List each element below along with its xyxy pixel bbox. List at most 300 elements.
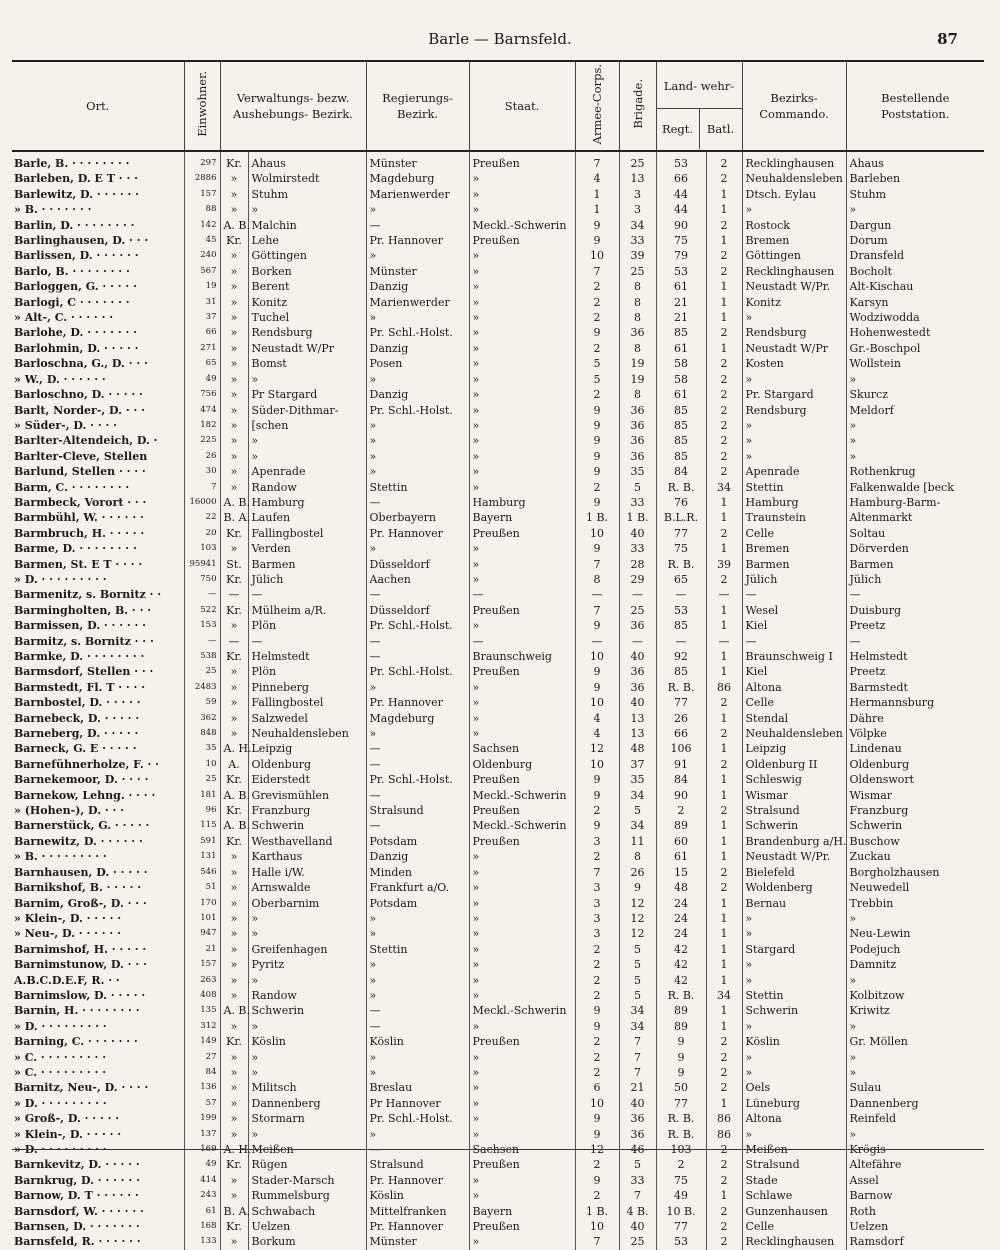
cell-verwaltung-bezirk: » bbox=[248, 1127, 366, 1142]
table-row bbox=[12, 387, 984, 402]
cell-einwohner: 45 bbox=[184, 233, 220, 248]
cell-poststation: Lindenau bbox=[846, 741, 984, 756]
cell-staat: » bbox=[469, 449, 575, 464]
cell-regierung: » bbox=[366, 926, 469, 941]
cell-bezirks-commando: Stade bbox=[742, 1173, 846, 1188]
cell-verwaltung-bezirk: Neustadt W/Pr bbox=[248, 341, 366, 356]
cell-regt: 85 bbox=[656, 618, 706, 633]
cell-regierung: Düsseldorf bbox=[366, 557, 469, 572]
cell-armee-corps: 7 bbox=[575, 264, 619, 279]
cell-regierung: Danzig bbox=[366, 387, 469, 402]
cell-poststation: » bbox=[846, 202, 984, 217]
cell-staat: » bbox=[469, 187, 575, 202]
cell-staat: Preußen bbox=[469, 1157, 575, 1172]
cell-regt: 90 bbox=[656, 218, 706, 233]
cell-staat: » bbox=[469, 1127, 575, 1142]
cell-staat: » bbox=[469, 403, 575, 418]
cell-verwaltung-bezirk: Greifenhagen bbox=[248, 942, 366, 957]
cell-einwohner: 2886 bbox=[184, 171, 220, 186]
cell-einwohner: 271 bbox=[184, 341, 220, 356]
cell-verwaltung-bezirk: Jülich bbox=[248, 572, 366, 587]
cell-poststation: Dörverden bbox=[846, 541, 984, 556]
cell-staat: Meckl.-Schwerin bbox=[469, 818, 575, 833]
cell-armee-corps: 9 bbox=[575, 403, 619, 418]
cell-poststation: Wodziwodda bbox=[846, 310, 984, 325]
cell-brigade: 13 bbox=[619, 726, 656, 741]
cell-poststation: Völpke bbox=[846, 726, 984, 741]
cell-regt: R. B. bbox=[656, 1127, 706, 1142]
cell-einwohner: 88 bbox=[184, 202, 220, 217]
cell-ort: Barnimslow, D. · · · · · bbox=[14, 988, 146, 1002]
cell-brigade: 34 bbox=[619, 1019, 656, 1034]
cell-regierung: Pr. Schl.-Holst. bbox=[366, 325, 469, 340]
cell-verwaltung-type: Kr. bbox=[220, 151, 248, 171]
cell-regt: 53 bbox=[656, 264, 706, 279]
cell-poststation: Reinfeld bbox=[846, 1111, 984, 1126]
cell-poststation: » bbox=[846, 449, 984, 464]
cell-bezirks-commando: Jülich bbox=[742, 572, 846, 587]
cell-einwohner: 750 bbox=[184, 572, 220, 587]
cell-regierung: Oberbayern bbox=[366, 510, 469, 525]
cell-einwohner: 103 bbox=[184, 541, 220, 556]
cell-poststation: » bbox=[846, 1019, 984, 1034]
cell-ort: Barning, C. · · · · · · · bbox=[14, 1035, 138, 1049]
cell-armee-corps: 2 bbox=[575, 279, 619, 294]
cell-bezirks-commando: Kiel bbox=[742, 618, 846, 633]
cell-verwaltung-bezirk: [schen bbox=[248, 418, 366, 433]
cell-staat: » bbox=[469, 171, 575, 186]
cell-poststation: Altefähre bbox=[846, 1157, 984, 1172]
cell-armee-corps: 10 bbox=[575, 649, 619, 664]
cell-einwohner: 31 bbox=[184, 295, 220, 310]
cell-verwaltung-bezirk: Ahaus bbox=[248, 151, 366, 171]
cell-bezirks-commando: » bbox=[742, 449, 846, 464]
cell-staat: » bbox=[469, 372, 575, 387]
cell-poststation: Assel bbox=[846, 1173, 984, 1188]
cell-brigade: 3 bbox=[619, 187, 656, 202]
cell-verwaltung-type: » bbox=[220, 464, 248, 479]
cell-bezirks-commando: Neustadt W/Pr bbox=[742, 341, 846, 356]
cell-verwaltung-type: » bbox=[220, 310, 248, 325]
cell-brigade: 5 bbox=[619, 973, 656, 988]
cell-einwohner: 27 bbox=[184, 1050, 220, 1065]
cell-verwaltung-type: Kr. bbox=[220, 649, 248, 664]
cell-brigade: 19 bbox=[619, 356, 656, 371]
cell-poststation: Gr. Möllen bbox=[846, 1034, 984, 1049]
cell-verwaltung-bezirk: Plön bbox=[248, 618, 366, 633]
cell-regt: 50 bbox=[656, 1080, 706, 1095]
cell-bezirks-commando: Celle bbox=[742, 695, 846, 710]
cell-verwaltung-type: » bbox=[220, 1080, 248, 1095]
cell-regierung: » bbox=[366, 1050, 469, 1065]
cell-batl: 2 bbox=[706, 1173, 742, 1188]
cell-poststation: » bbox=[846, 372, 984, 387]
cell-batl: 2 bbox=[706, 1219, 742, 1234]
cell-armee-corps: 7 bbox=[575, 151, 619, 171]
cell-staat: Preußen bbox=[469, 233, 575, 248]
cell-armee-corps: 2 bbox=[575, 295, 619, 310]
cell-regt: 2 bbox=[656, 803, 706, 818]
cell-verwaltung-bezirk: Meißen bbox=[248, 1142, 366, 1157]
cell-verwaltung-bezirk: Schwabach bbox=[248, 1204, 366, 1219]
cell-regt: R. B. bbox=[656, 1111, 706, 1126]
cell-verwaltung-bezirk: Hamburg bbox=[248, 495, 366, 510]
cell-staat: » bbox=[469, 295, 575, 310]
cell-regierung: » bbox=[366, 1127, 469, 1142]
cell-bezirks-commando: Apenrade bbox=[742, 464, 846, 479]
cell-ort: Barnkevitz, D. · · · · · bbox=[14, 1158, 140, 1172]
cell-armee-corps: 1 B. bbox=[575, 1204, 619, 1219]
cell-poststation: » bbox=[846, 911, 984, 926]
cell-staat: » bbox=[469, 618, 575, 633]
cell-poststation: Neuwedell bbox=[846, 880, 984, 895]
cell-armee-corps: 9 bbox=[575, 772, 619, 787]
cell-armee-corps: 1 B. bbox=[575, 510, 619, 525]
cell-armee-corps: 2 bbox=[575, 942, 619, 957]
cell-poststation: Franzburg bbox=[846, 803, 984, 818]
table-row bbox=[12, 973, 984, 988]
cell-armee-corps: 9 bbox=[575, 464, 619, 479]
cell-poststation: Ramsdorf bbox=[846, 1234, 984, 1249]
cell-verwaltung-type: A. H. bbox=[220, 1142, 248, 1157]
table-row bbox=[12, 818, 984, 833]
cell-batl: 1 bbox=[706, 1019, 742, 1034]
cell-verwaltung-type: » bbox=[220, 387, 248, 402]
cell-brigade: 40 bbox=[619, 695, 656, 710]
cell-ort: » W., D. · · · · · · bbox=[14, 372, 106, 386]
cell-regierung: Köslin bbox=[366, 1188, 469, 1203]
cell-regt: 61 bbox=[656, 387, 706, 402]
cell-verwaltung-type: » bbox=[220, 896, 248, 911]
cell-verwaltung-type: » bbox=[220, 264, 248, 279]
cell-armee-corps: 3 bbox=[575, 880, 619, 895]
cell-brigade: 29 bbox=[619, 572, 656, 587]
cell-poststation: Bocholt bbox=[846, 264, 984, 279]
cell-poststation: Hohenwestedt bbox=[846, 325, 984, 340]
cell-ort: » C. · · · · · · · · · bbox=[14, 1065, 107, 1079]
cell-brigade: 36 bbox=[619, 664, 656, 679]
cell-bezirks-commando: Schlawe bbox=[742, 1188, 846, 1203]
cell-regierung: Minden bbox=[366, 865, 469, 880]
cell-staat: » bbox=[469, 557, 575, 572]
cell-poststation: Karsyn bbox=[846, 295, 984, 310]
cell-einwohner: 133 bbox=[184, 1234, 220, 1249]
cell-armee-corps: 2 bbox=[575, 1157, 619, 1172]
header-staat: Staat. bbox=[469, 61, 575, 151]
cell-poststation: Hermannsburg bbox=[846, 695, 984, 710]
cell-armee-corps: 6 bbox=[575, 1080, 619, 1095]
cell-regierung: Pr Hannover bbox=[366, 1096, 469, 1111]
cell-brigade: 8 bbox=[619, 279, 656, 294]
cell-einwohner: 37 bbox=[184, 310, 220, 325]
cell-verwaltung-type: » bbox=[220, 372, 248, 387]
cell-armee-corps: 2 bbox=[575, 387, 619, 402]
cell-verwaltung-type: » bbox=[220, 433, 248, 448]
cell-regt: 44 bbox=[656, 187, 706, 202]
table-row bbox=[12, 480, 984, 495]
cell-verwaltung-type: » bbox=[220, 1111, 248, 1126]
cell-regt: 89 bbox=[656, 818, 706, 833]
cell-bezirks-commando: Stralsund bbox=[742, 803, 846, 818]
cell-batl: 1 bbox=[706, 741, 742, 756]
cell-ort: » Klein-, D. · · · · · bbox=[14, 1127, 122, 1141]
cell-batl: 2 bbox=[706, 464, 742, 479]
cell-regierung: Stettin bbox=[366, 942, 469, 957]
cell-einwohner: 19 bbox=[184, 279, 220, 294]
cell-armee-corps: 9 bbox=[575, 680, 619, 695]
cell-poststation: Oldenburg bbox=[846, 757, 984, 772]
cell-batl: 1 bbox=[706, 896, 742, 911]
header-armee-corps: Armee-Corps. bbox=[575, 61, 619, 151]
cell-staat: Preußen bbox=[469, 1034, 575, 1049]
cell-bezirks-commando: Leipzig bbox=[742, 741, 846, 756]
cell-verwaltung-type: » bbox=[220, 911, 248, 926]
cell-poststation: Duisburg bbox=[846, 603, 984, 618]
cell-regierung: — bbox=[366, 634, 469, 649]
cell-verwaltung-bezirk: Salzwedel bbox=[248, 711, 366, 726]
cell-verwaltung-type: » bbox=[220, 957, 248, 972]
cell-ort: Barlohe, D. · · · · · · · bbox=[14, 326, 137, 340]
cell-einwohner: 181 bbox=[184, 788, 220, 803]
cell-staat: Oldenburg bbox=[469, 757, 575, 772]
cell-bezirks-commando: Braunschweig I bbox=[742, 649, 846, 664]
cell-staat: » bbox=[469, 310, 575, 325]
cell-batl: 1 bbox=[706, 310, 742, 325]
cell-regierung: Marienwerder bbox=[366, 187, 469, 202]
cell-poststation: Ahaus bbox=[846, 151, 984, 171]
cell-batl: 2 bbox=[706, 572, 742, 587]
header-poststation: Bestellende Poststation. bbox=[846, 61, 984, 151]
cell-verwaltung-type: A. B. bbox=[220, 788, 248, 803]
cell-regierung: » bbox=[366, 449, 469, 464]
cell-bezirks-commando: » bbox=[742, 1050, 846, 1065]
table-row bbox=[12, 495, 984, 510]
cell-ort: Barlewitz, D. · · · · · · bbox=[14, 187, 139, 201]
cell-einwohner: 7 bbox=[184, 480, 220, 495]
cell-poststation: — bbox=[846, 634, 984, 649]
cell-regierung: Stralsund bbox=[366, 803, 469, 818]
cell-poststation: Meldorf bbox=[846, 403, 984, 418]
cell-regt: R. B. bbox=[656, 988, 706, 1003]
cell-ort: Barlund, Stellen · · · · bbox=[14, 465, 146, 479]
cell-brigade: 35 bbox=[619, 464, 656, 479]
cell-einwohner: 136 bbox=[184, 1080, 220, 1095]
cell-brigade: 35 bbox=[619, 772, 656, 787]
cell-brigade: 46 bbox=[619, 1142, 656, 1157]
cell-verwaltung-type: B. A. bbox=[220, 1204, 248, 1219]
cell-regt: 85 bbox=[656, 664, 706, 679]
cell-verwaltung-type: » bbox=[220, 865, 248, 880]
header-batl: Batl. bbox=[699, 109, 742, 149]
cell-brigade: 40 bbox=[619, 1219, 656, 1234]
cell-regierung: Pr. Hannover bbox=[366, 526, 469, 541]
cell-armee-corps: 5 bbox=[575, 356, 619, 371]
cell-batl: 2 bbox=[706, 418, 742, 433]
cell-bezirks-commando: Celle bbox=[742, 526, 846, 541]
cell-armee-corps: 3 bbox=[575, 834, 619, 849]
cell-staat: » bbox=[469, 341, 575, 356]
cell-regt: 15 bbox=[656, 865, 706, 880]
cell-poststation: Barmstedt bbox=[846, 680, 984, 695]
cell-verwaltung-bezirk: Schwerin bbox=[248, 1003, 366, 1018]
cell-batl: 2 bbox=[706, 248, 742, 263]
cell-regt: 106 bbox=[656, 741, 706, 756]
cell-armee-corps: 9 bbox=[575, 325, 619, 340]
cell-einwohner: 538 bbox=[184, 649, 220, 664]
table-row bbox=[12, 418, 984, 433]
cell-regt: 21 bbox=[656, 295, 706, 310]
table-row bbox=[12, 1003, 984, 1018]
cell-regt: 58 bbox=[656, 372, 706, 387]
cell-batl: 86 bbox=[706, 680, 742, 695]
cell-ort: Barnekemoor, D. · · · · bbox=[14, 773, 149, 787]
cell-staat: » bbox=[469, 926, 575, 941]
cell-batl: 2 bbox=[706, 526, 742, 541]
cell-staat: » bbox=[469, 418, 575, 433]
bottom-rule bbox=[12, 1149, 984, 1150]
cell-bezirks-commando: Recklinghausen bbox=[742, 264, 846, 279]
cell-einwohner: 25 bbox=[184, 664, 220, 679]
cell-einwohner: 546 bbox=[184, 865, 220, 880]
cell-einwohner: 297 bbox=[184, 151, 220, 171]
cell-poststation: Oldenswort bbox=[846, 772, 984, 787]
cell-staat: » bbox=[469, 202, 575, 217]
cell-verwaltung-type: Kr. bbox=[220, 772, 248, 787]
cell-verwaltung-bezirk: » bbox=[248, 1019, 366, 1034]
cell-bezirks-commando: Celle bbox=[742, 1219, 846, 1234]
cell-batl: 2 bbox=[706, 1234, 742, 1249]
header-bezirks-commando: Bezirks- Commando. bbox=[742, 61, 846, 151]
cell-staat: Preußen bbox=[469, 664, 575, 679]
cell-regierung: » bbox=[366, 433, 469, 448]
cell-regierung: Posen bbox=[366, 356, 469, 371]
table-row bbox=[12, 218, 984, 233]
cell-regt: 77 bbox=[656, 695, 706, 710]
cell-regt: 84 bbox=[656, 772, 706, 787]
cell-armee-corps: 3 bbox=[575, 896, 619, 911]
cell-ort: Barnimstunow, D. · · · bbox=[14, 958, 147, 972]
cell-poststation: Podejuch bbox=[846, 942, 984, 957]
cell-batl: 2 bbox=[706, 1142, 742, 1157]
cell-regt: 24 bbox=[656, 911, 706, 926]
cell-einwohner: 312 bbox=[184, 1019, 220, 1034]
cell-armee-corps: 4 bbox=[575, 726, 619, 741]
cell-staat: » bbox=[469, 1050, 575, 1065]
cell-armee-corps: 9 bbox=[575, 418, 619, 433]
cell-brigade: 21 bbox=[619, 1080, 656, 1095]
cell-regt: 61 bbox=[656, 849, 706, 864]
cell-batl: 1 bbox=[706, 1188, 742, 1203]
cell-bezirks-commando: Schwerin bbox=[742, 1003, 846, 1018]
cell-poststation: Skurcz bbox=[846, 387, 984, 402]
cell-poststation: Alt-Kischau bbox=[846, 279, 984, 294]
cell-brigade: 5 bbox=[619, 803, 656, 818]
cell-poststation: » bbox=[846, 1065, 984, 1080]
cell-bezirks-commando: Dtsch. Eylau bbox=[742, 187, 846, 202]
cell-armee-corps: 2 bbox=[575, 1188, 619, 1203]
table-row bbox=[12, 680, 984, 695]
cell-staat: » bbox=[469, 1096, 575, 1111]
cell-staat: Preußen bbox=[469, 803, 575, 818]
cell-regt: 53 bbox=[656, 1234, 706, 1249]
cell-batl: — bbox=[706, 587, 742, 602]
cell-regt: R. B. bbox=[656, 557, 706, 572]
cell-batl: 1 bbox=[706, 202, 742, 217]
cell-brigade: 36 bbox=[619, 418, 656, 433]
cell-batl: 1 bbox=[706, 510, 742, 525]
cell-batl: 2 bbox=[706, 1050, 742, 1065]
cell-bezirks-commando: Lüneburg bbox=[742, 1096, 846, 1111]
cell-regt: R. B. bbox=[656, 480, 706, 495]
cell-regt: 85 bbox=[656, 418, 706, 433]
cell-verwaltung-bezirk: Helmstedt bbox=[248, 649, 366, 664]
running-head bbox=[0, 30, 1000, 50]
cell-verwaltung-bezirk: Stuhm bbox=[248, 187, 366, 202]
cell-brigade: 40 bbox=[619, 526, 656, 541]
cell-poststation: Roth bbox=[846, 1204, 984, 1219]
cell-verwaltung-bezirk: Plön bbox=[248, 664, 366, 679]
cell-bezirks-commando: Schwerin bbox=[742, 818, 846, 833]
cell-batl: 1 bbox=[706, 973, 742, 988]
cell-poststation: Damnitz bbox=[846, 957, 984, 972]
cell-regierung: Danzig bbox=[366, 279, 469, 294]
cell-armee-corps: — bbox=[575, 634, 619, 649]
cell-ort: Barmke, D. · · · · · · · · bbox=[14, 650, 145, 663]
cell-armee-corps: 1 bbox=[575, 187, 619, 202]
cell-brigade: 12 bbox=[619, 911, 656, 926]
cell-ort: A.B.C.D.E.F, R. · · bbox=[14, 973, 120, 987]
cell-ort: » Groß-, D. · · · · · bbox=[14, 1112, 120, 1126]
cell-batl: 1 bbox=[706, 233, 742, 248]
table-row bbox=[12, 372, 984, 387]
cell-batl: 2 bbox=[706, 757, 742, 772]
cell-staat: » bbox=[469, 957, 575, 972]
cell-regt: 60 bbox=[656, 834, 706, 849]
cell-staat: — bbox=[469, 634, 575, 649]
cell-brigade: 36 bbox=[619, 449, 656, 464]
cell-bezirks-commando: » bbox=[742, 911, 846, 926]
cell-verwaltung-type: » bbox=[220, 279, 248, 294]
cell-poststation: Dargun bbox=[846, 218, 984, 233]
cell-regierung: Danzig bbox=[366, 341, 469, 356]
cell-poststation: — bbox=[846, 587, 984, 602]
cell-brigade: 36 bbox=[619, 403, 656, 418]
cell-verwaltung-bezirk: Randow bbox=[248, 988, 366, 1003]
cell-regt: 85 bbox=[656, 325, 706, 340]
cell-brigade: 34 bbox=[619, 788, 656, 803]
cell-batl: 2 bbox=[706, 387, 742, 402]
cell-verwaltung-bezirk: — bbox=[248, 634, 366, 649]
cell-verwaltung-type: » bbox=[220, 1173, 248, 1188]
cell-verwaltung-bezirk: Apenrade bbox=[248, 464, 366, 479]
cell-batl: 2 bbox=[706, 880, 742, 895]
cell-staat: » bbox=[469, 480, 575, 495]
cell-regierung: Pr. Hannover bbox=[366, 695, 469, 710]
table-row bbox=[12, 1204, 984, 1219]
cell-regierung: — bbox=[366, 741, 469, 756]
cell-brigade: 4 B. bbox=[619, 1204, 656, 1219]
cell-verwaltung-bezirk: Uelzen bbox=[248, 1219, 366, 1234]
cell-regierung: Magdeburg bbox=[366, 171, 469, 186]
cell-verwaltung-bezirk: Franzburg bbox=[248, 803, 366, 818]
cell-armee-corps: 2 bbox=[575, 957, 619, 972]
cell-regierung: » bbox=[366, 418, 469, 433]
cell-ort: Barnhausen, D. · · · · · bbox=[14, 865, 148, 879]
cell-einwohner: 131 bbox=[184, 849, 220, 864]
cell-einwohner: — bbox=[184, 634, 220, 649]
cell-verwaltung-bezirk: Pr Stargard bbox=[248, 387, 366, 402]
cell-verwaltung-type: » bbox=[220, 1019, 248, 1034]
